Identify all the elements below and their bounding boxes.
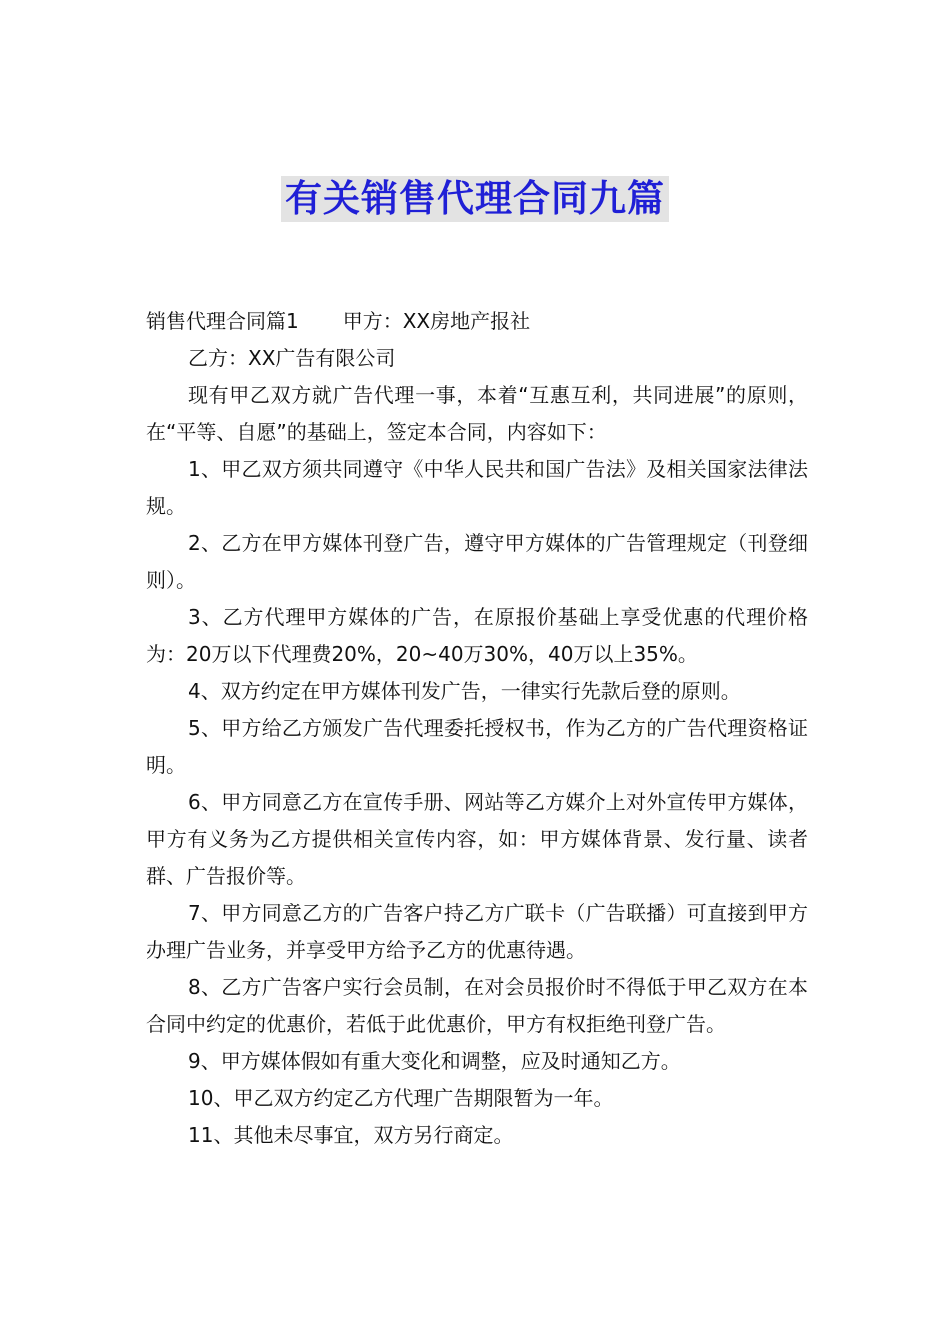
- clause-9: 9、甲方媒体假如有重大变化和调整，应及时通知乙方。: [188, 1049, 681, 1073]
- paragraph-intro: 现有甲乙双方就广告代理一事，本着“互惠互利，共同进展”的原则，在“平等、自愿”的基础上，签定本合同，内容如下：: [146, 383, 808, 444]
- title-wrapper: [0, 176, 950, 222]
- clause-4: 4、双方约定在甲方媒体刊发广告，一律实行先款后登的原则。: [188, 679, 741, 703]
- clause-8: 8、乙方广告客户实行会员制，在对会员报价时不得低于甲乙双方在本合同中约定的优惠价，若低于此优惠价，甲方有权拒绝刊登广告。: [146, 975, 808, 1036]
- clause-1: 1、甲乙双方须共同遵守《中华人民共和国广告法》及相关国家法律法规。: [146, 457, 808, 518]
- contract-label: 销售代理合同篇1: [146, 309, 299, 333]
- clause-10: 10、甲乙双方约定乙方代理广告期限暂为一年。: [188, 1086, 614, 1110]
- party-a: 甲方：XX房地产报社: [342, 309, 531, 333]
- clause-11: 11、其他未尽事宜，双方另行商定。: [188, 1123, 514, 1147]
- document-title: 有关销售代理合同九篇: [281, 176, 669, 222]
- clause-2: 2、乙方在甲方媒体刊登广告，遵守甲方媒体的广告管理规定（刊登细则）。: [146, 531, 808, 592]
- clause-6: 6、甲方同意乙方在宣传手册、网站等乙方媒介上对外宣传甲方媒体，甲方有义务为乙方提供相关宣传内容，如：甲方媒体背景、发行量、读者群、广告报价等。: [146, 790, 808, 888]
- party-b: 乙方：XX广告有限公司: [188, 346, 396, 370]
- clause-7: 7、甲方同意乙方的广告客户持乙方广联卡（广告联播）可直接到甲方办理广告业务，并享受甲方给予乙方的优惠待遇。: [146, 901, 808, 962]
- document-body: [146, 303, 808, 1154]
- clause-5: 5、甲方给乙方颁发广告代理委托授权书，作为乙方的广告代理资格证明。: [146, 716, 808, 777]
- heading-line: [146, 303, 808, 340]
- clause-3: 3、乙方代理甲方媒体的广告，在原报价基础上享受优惠的代理价格为：20万以下代理费20%，20~40万30%，40万以上35%。: [146, 605, 808, 666]
